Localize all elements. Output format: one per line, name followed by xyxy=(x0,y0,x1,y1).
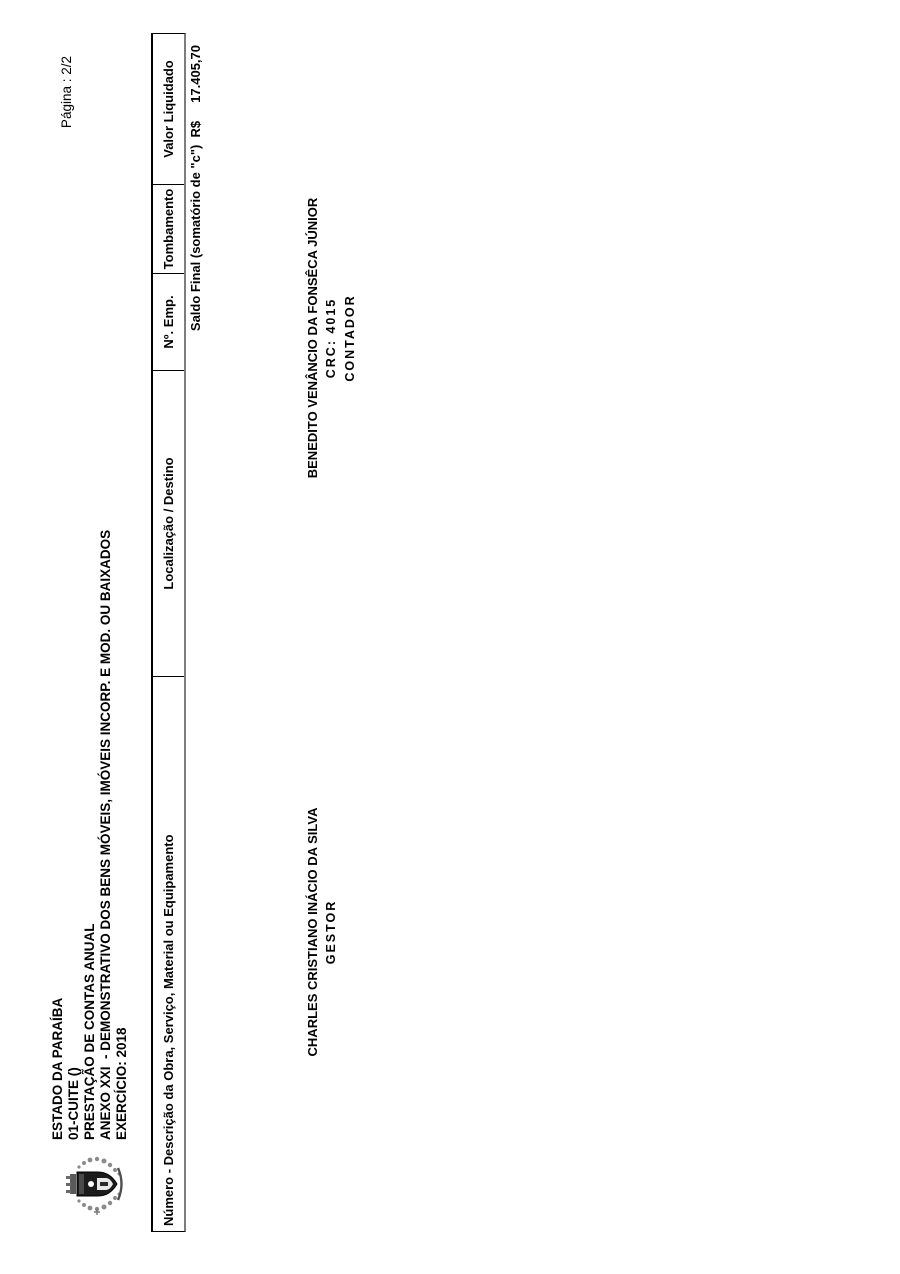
header-annex-title: ANEXO XXI - DEMONSTRATIVO DOS BENS MÓVEIS, IMÓVEIS INCORP. E MOD. OU BAIXADOS xyxy=(98,529,113,1140)
saldo-final-row xyxy=(188,45,203,1232)
signature-block-gestor xyxy=(303,782,341,1082)
table-header-row xyxy=(151,33,186,1232)
page-indicator: Página : 2/2 xyxy=(59,56,74,129)
saldo-final-value: 17.405,70 xyxy=(188,45,203,103)
report-header xyxy=(50,530,130,1140)
signature-crc: CRC: 4015 xyxy=(324,297,338,379)
column-header-localizacao: Localização / Destino xyxy=(153,370,184,676)
header-report-title: PRESTAÇÃO DE CONTAS ANUAL xyxy=(82,923,97,1140)
signature-name: BENEDITO VENÂNCIO DA FONSÊCA JÚNIOR xyxy=(305,197,320,479)
header-exercise-line: EXERCÍCIO: 2018 xyxy=(114,1027,129,1140)
signature-block-contador xyxy=(303,188,360,488)
saldo-final-label: Saldo Final (somatório de "c") R$ xyxy=(188,120,203,332)
header-entity-line: 01-CUITE () xyxy=(66,1067,81,1140)
signature-role: GESTOR xyxy=(324,899,338,965)
signature-name: CHARLES CRISTIANO INÁCIO DA SILVA xyxy=(305,807,320,1057)
column-header-tombamento: Tombamento xyxy=(153,184,184,273)
coat-of-arms-icon xyxy=(64,1151,128,1217)
signature-role: CONTADOR xyxy=(343,294,357,382)
column-header-num-emp: Nº. Emp. xyxy=(153,273,184,370)
column-header-valor-liquidado: Valor Liquidado xyxy=(161,60,176,158)
header-state-line: ESTADO DA PARAÍBA xyxy=(50,997,65,1140)
column-header-descricao: Número - Descrição da Obra, Serviço, Material ou Equipamento xyxy=(153,676,184,1231)
